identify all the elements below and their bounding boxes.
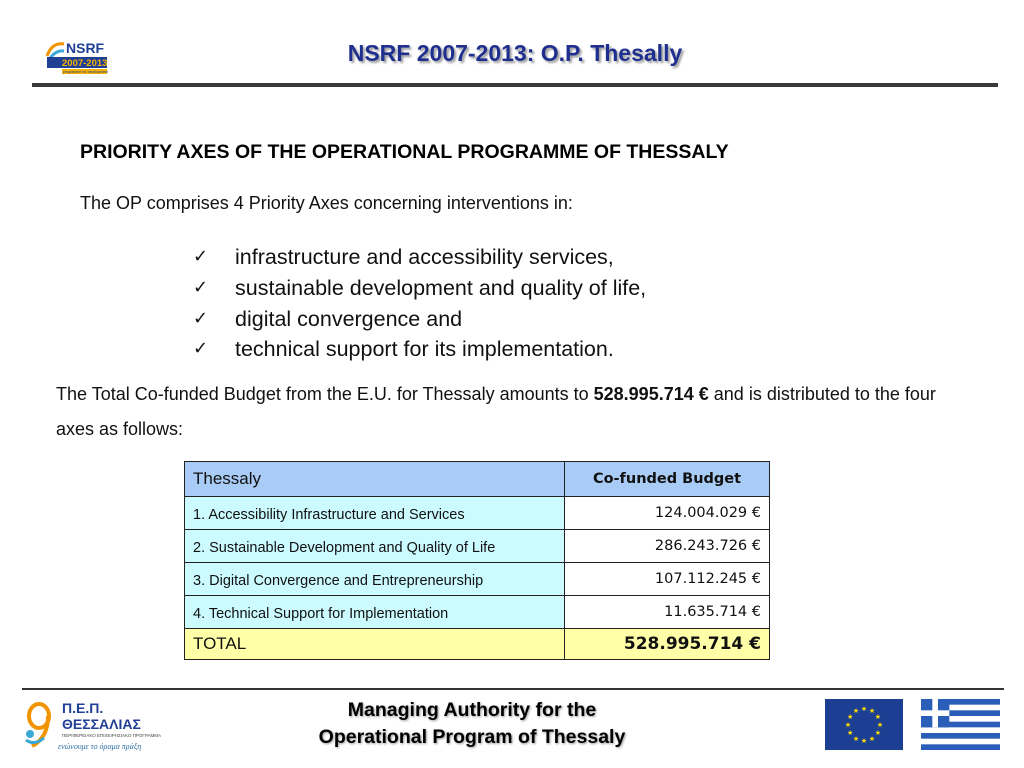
list-item	[193, 304, 646, 335]
checkmark-icon: ✓	[193, 246, 209, 267]
greek-flag-icon	[921, 699, 1000, 750]
pep-logo-line1: Π.Ε.Π.	[62, 700, 104, 716]
table-header-row	[185, 462, 770, 497]
checkmark-icon: ✓	[193, 307, 209, 329]
eu-star-icon: ★	[868, 707, 876, 716]
footer-divider	[22, 688, 1004, 690]
axis-label: infrastructure and accessibility services,	[235, 245, 614, 269]
page-title: NSRF 2007-2013: O.P. Thesally	[347, 40, 683, 66]
list-item	[193, 242, 646, 273]
eu-star-icon: ★	[844, 721, 852, 729]
table-total-row	[185, 629, 770, 660]
eu-star-icon: ★	[852, 707, 860, 716]
eu-star-icon: ★	[874, 713, 882, 721]
priority-axes-list	[193, 242, 646, 365]
budget-value-cell: 11.635.714 €	[565, 596, 770, 629]
checkmark-icon: ✓	[193, 276, 209, 298]
budget-amount: 528.995.714 €	[593, 384, 709, 404]
eu-star-icon: ★	[868, 734, 876, 743]
eu-flag-icon	[825, 699, 903, 750]
nsrf-logo-years: 2007-2013	[62, 58, 108, 69]
eu-star-icon: ★	[852, 734, 860, 743]
axis-label: digital convergence and	[235, 306, 463, 331]
pep-logo-line2: ΘΕΣΣΑΛΙΑΣ	[62, 716, 141, 732]
total-label-cell: TOTAL	[185, 629, 565, 660]
eu-star-icon: ★	[874, 729, 882, 737]
axis-name-cell: 3. Digital Convergence and Entrepreneurship	[185, 563, 565, 596]
table-row	[185, 563, 770, 596]
header-divider	[32, 83, 998, 87]
axis-name-cell: 1. Accessibility Infrastructure and Services	[185, 497, 565, 530]
budget-text-before: The Total Co-funded Budget from the E.U. for Thessaly amounts to	[56, 384, 589, 404]
footer-line1: Managing Authority for the	[347, 699, 597, 721]
eu-star-icon: ★	[860, 737, 868, 745]
pep-logo-line3: ΠΕΡΙΦΕΡΕΙΑΚΟ ΕΠΙΧΕΙΡΗΣΙΑΚΟ ΠΡΟΓΡΑΜΜΑ	[62, 733, 162, 738]
budget-text-after: and is distributed to the four axes as follows:	[56, 384, 936, 439]
table-row	[185, 530, 770, 563]
pep-thessaly-logo	[22, 694, 162, 756]
budget-value-cell: 107.112.245 €	[565, 563, 770, 596]
footer-authority-text	[262, 697, 682, 751]
pep-logo-slogan: ενώνουμε το όραμα πράξη	[58, 742, 142, 751]
table-row	[185, 596, 770, 629]
column-header-region: Thessaly	[185, 462, 565, 497]
checkmark-icon: ✓	[193, 338, 209, 360]
budget-value-cell: 286.243.726 €	[565, 530, 770, 563]
total-value-cell: 528.995.714 €	[565, 629, 770, 660]
budget-value-cell: 124.004.029 €	[565, 497, 770, 530]
table-row	[185, 497, 770, 530]
section-heading: PRIORITY AXES OF THE OPERATIONAL PROGRAMME OF THESSALY	[80, 141, 729, 163]
nsrf-logo	[44, 38, 110, 76]
axis-name-cell: 4. Technical Support for Implementation	[185, 596, 565, 629]
list-item	[193, 334, 646, 365]
list-item	[193, 273, 646, 304]
eu-star-icon: ★	[846, 729, 854, 737]
eu-star-icon: ★	[876, 721, 884, 729]
eu-star-icon: ★	[846, 713, 854, 721]
axis-label: technical support for its implementation.	[235, 337, 614, 362]
nsrf-logo-tagline: programme for development	[63, 70, 109, 75]
footer-line2: Operational Program of Thessaly	[318, 726, 626, 748]
axis-label: sustainable development and quality of life,	[235, 275, 647, 300]
budget-table	[184, 461, 770, 660]
eu-star-icon: ★	[860, 705, 868, 713]
budget-paragraph	[56, 377, 956, 447]
intro-text: The OP comprises 4 Priority Axes concerning interventions in:	[80, 193, 573, 213]
nsrf-logo-name: NSRF	[66, 40, 105, 56]
axis-name-cell: 2. Sustainable Development and Quality of Life	[185, 530, 565, 563]
column-header-budget: Co-funded Budget	[565, 462, 770, 497]
